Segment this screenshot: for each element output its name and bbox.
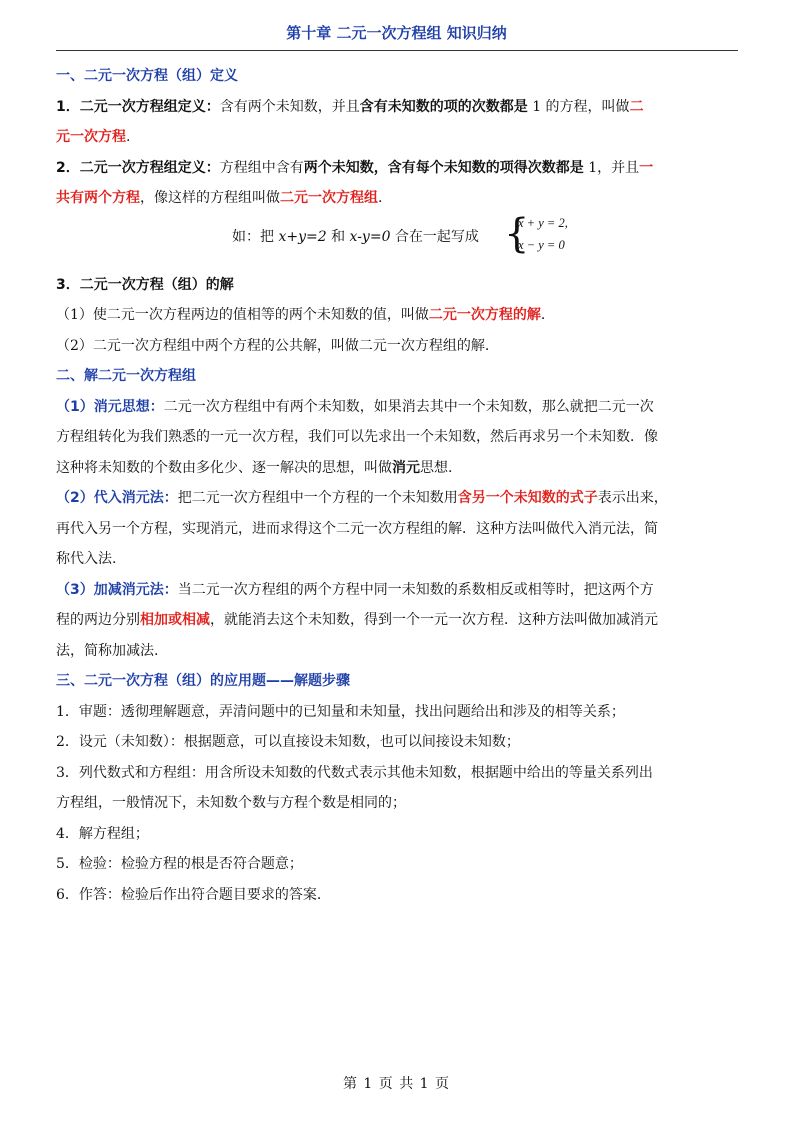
method-1-line-3 [56, 453, 738, 484]
step-3-line-1: 3．列代数式和方程组：用含所设未知数的代数式表示其他未知数，根据题中给出的等量关系列出 [56, 764, 653, 781]
text: . [540, 307, 546, 323]
text: ，就能消去这个未知数，得到一个一元一次方程．这种方法叫做加减消元 [210, 612, 658, 628]
page-number: 第 1 页 共 1 页 [342, 1076, 451, 1092]
method-3-line-2 [56, 605, 738, 636]
text: （1）使二元一次方程两边的值相等的两个未知数的值，叫做 [56, 307, 429, 323]
step-5: 5．检验：检验方程的根是否符合题意； [56, 856, 303, 872]
solution-point-1 [56, 300, 738, 331]
solution-point-2: （2）二元一次方程组中两个方程的公共解，叫做二元一次方程组的解. [56, 337, 490, 354]
text: 1，并且 [583, 159, 640, 176]
definition-item-1-line-2 [56, 122, 738, 153]
step-2: 2．设元（未知数）：根据题意，可以直接设未知数，也可以间接设未知数； [56, 734, 520, 750]
solution-heading [56, 270, 738, 301]
example-suffix: 合在一起写成 [390, 228, 479, 245]
equation-1: x+y=2 [278, 228, 327, 245]
definition-item-2-line-1 [56, 153, 738, 184]
definition-item-2-line-2 [56, 183, 738, 214]
step-1: 1．审题：透彻理解题意，弄清问题中的已知量和未知量，找出问题给出和涉及的相等关系； [56, 703, 625, 720]
highlight-text: 二 [629, 98, 644, 115]
highlight-text: 元一次方程 [56, 129, 126, 145]
brace-symbol: { [504, 210, 530, 257]
page-title: 第十章 二元一次方程组 知识归纳 [286, 24, 507, 42]
method-label: （2）代入消元法： [56, 490, 178, 506]
definition-item-1-line-1 [56, 92, 738, 123]
text: 表示出来， [597, 490, 668, 506]
text: 当二元一次方程组的两个方程中同一未知数的系数相反或相等时，把这两个方 [177, 581, 654, 598]
step-3-line-2: 方程组，一般情况下，未知数个数与方程个数是相同的； [56, 795, 406, 811]
highlight-text: 共有两个方程 [56, 190, 140, 206]
method-1-line-2: 方程组转化为我们熟悉的一元一次方程，我们可以先求出一个未知数，然后再求另一个未知数．像 [56, 429, 658, 445]
text: 含有两个未知数，并且 [219, 98, 360, 115]
example-prefix: 如：把 [232, 228, 279, 245]
bold-text: 消元 [392, 459, 420, 476]
text: 程的两边分别 [56, 612, 140, 628]
header-divider [56, 50, 738, 51]
text: 二元一次方程组中有两个未知数，如果消去其中一个未知数，那么就把二元一次 [163, 398, 654, 415]
section-heading-solving: 二、解二元一次方程组 [56, 368, 196, 384]
equation-2: x-y=0 [349, 228, 391, 245]
method-2-line-1 [56, 483, 738, 514]
text: 这种将未知数的个数由多化少、逐一解决的思想，叫做 [56, 459, 392, 476]
system-equation-1: x + y = 2, [518, 215, 568, 230]
system-equation-2: x − y = 0 [518, 237, 565, 252]
bold-text: 两个未知数，含有每个未知数的项得次数都是 [303, 159, 584, 176]
highlight-text: 一 [639, 159, 654, 176]
highlight-text: 含另一个未知数的式子 [457, 490, 598, 506]
text: 方程组中含有 [219, 159, 304, 176]
method-3-line-1 [56, 575, 738, 606]
text: ，像这样的方程组叫做 [140, 190, 280, 206]
method-2-line-3: 称代入法. [56, 551, 117, 567]
subheading: 二元一次方程（组）的解 [79, 276, 234, 293]
step-6: 6．作答：检验后作出符合题目要求的答案. [56, 886, 322, 903]
term-label: 二元一次方程组定义： [79, 159, 220, 176]
section-heading-definition: 一、二元一次方程（组）定义 [56, 68, 238, 84]
step-4: 4．解方程组； [56, 825, 149, 842]
method-2-line-2: 再代入另一个方程，实现消元，进而求得这个二元一次方程组的解．这种方法叫做代入消元法，简 [56, 520, 658, 537]
equation-system [504, 212, 614, 256]
text: 思想. [420, 459, 453, 476]
example-text [232, 222, 479, 253]
item-number: 1． [56, 98, 80, 115]
text: 把二元一次方程组中一个方程的一个未知数用 [177, 490, 458, 506]
method-label: （1）消元思想： [56, 398, 164, 415]
method-3-line-3: 法，简称加减法. [56, 642, 159, 659]
bold-text: 含有未知数的项的次数都是 [359, 98, 528, 115]
text: . [126, 129, 131, 145]
item-number: 3． [56, 276, 80, 293]
text: . [378, 190, 383, 206]
section-heading-application: 三、二元一次方程（组）的应用题——解题步骤 [56, 673, 350, 689]
highlight-text: 二元一次方程的解 [428, 307, 541, 323]
document-body [56, 61, 738, 910]
term-label: 二元一次方程组定义： [79, 98, 220, 115]
item-number: 2． [56, 159, 80, 176]
equation-example [56, 210, 738, 262]
text: 1 的方程，叫做 [527, 98, 630, 115]
method-1-line-1 [56, 392, 738, 423]
method-label: （3）加减消元法： [56, 581, 178, 598]
example-mid: 和 [326, 228, 350, 245]
highlight-text: 二元一次方程组 [280, 190, 378, 206]
highlight-text: 相加或相减 [140, 612, 210, 628]
